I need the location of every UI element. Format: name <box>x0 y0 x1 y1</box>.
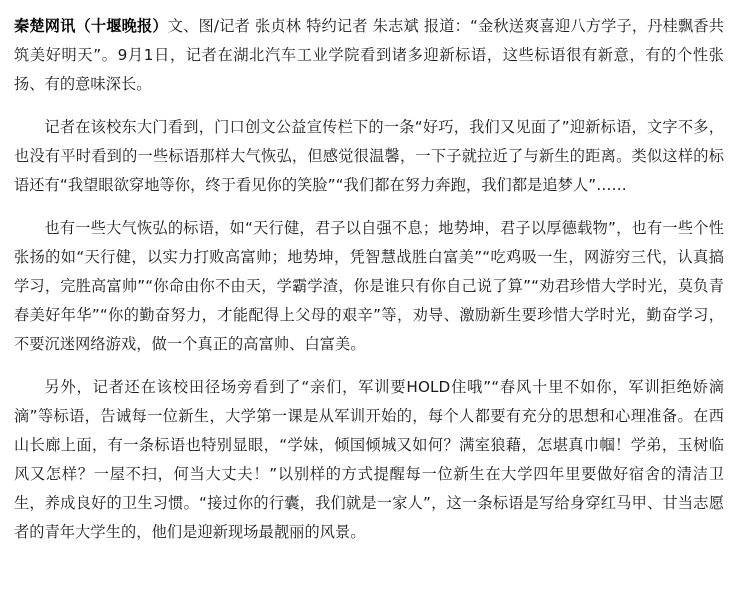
paragraph-4 <box>14 373 724 547</box>
paragraph-3-text: 也有一些大气恢弘的标语，如“天行健，君子以自强不息；地势坤，君子以厚德载物”，也有一些个性张扬的如“天行健，以实力打败高富帅；地势坤，凭智慧战胜白富美”“吃鸡吸一生，网游穷三代，认真搞学习，完胜高富帅”“你命由你不由天，学霸学渣，你是谁只有你自己说了算”“劝君珍惜大学时光，莫负青春美好年华”“你的勤奋努力，才能配得上父母的艰辛”等，劝导、激励新生要珍惜大学时光，勤奋学习，不要沉迷网络游戏，做一个真正的高富帅、白富美。 <box>14 219 724 353</box>
paragraph-2-text: 记者在该校东大门看到，门口创文公益宣传栏下的一条“好巧，我们又见面了”迎新标语，文字不多，也没有平时看到的一些标语那样大气恢弘，但感觉很温馨，一下子就拉近了与新生的距离。类似这样的标语还有“我望眼欲穿地等你，终于看见你的笑脸”“我们都在努力奔跑，我们都是追梦人”…… <box>14 118 724 194</box>
paragraph-3 <box>14 214 724 359</box>
paragraph-1 <box>14 12 724 99</box>
paragraph-1-text: 文、图/记者 张贞林 特约记者 朱志斌 报道：“金秋送爽喜迎八方学子，丹桂飘香共筑美好明天”。9月1日，记者在湖北汽车工业学院看到诸多迎新标语，这些标语很有新意，有的个性张扬、有的意味深长。 <box>14 17 725 93</box>
paragraph-4-text: 另外，记者还在该校田径场旁看到了“亲们，军训要HOLD住哦”“春风十里不如你，军训拒绝娇滴滴”等标语，告诫每一位新生，大学第一课是从军训开始的，每个人都要有充分的思想和心理准备。在西山长廊上面，有一条标语也特别显眼，“学妹，倾国倾城又如何？满室狼藉，怎堪真巾帼！学弟，玉树临风又怎样？一屋不扫，何当大丈夫！”以别样的方式提醒每一位新生在大学四年里要做好宿舍的清洁卫生，养成良好的卫生习惯。“接过你的行囊，我们就是一家人”，这一条标语是写给身穿红马甲、甘当志愿者的青年大学生的，他们是迎新现场最靓丽的风景。 <box>14 378 724 541</box>
paragraph-2 <box>14 113 724 200</box>
article-source-label: 秦楚网讯（十堰晚报） <box>14 17 168 35</box>
